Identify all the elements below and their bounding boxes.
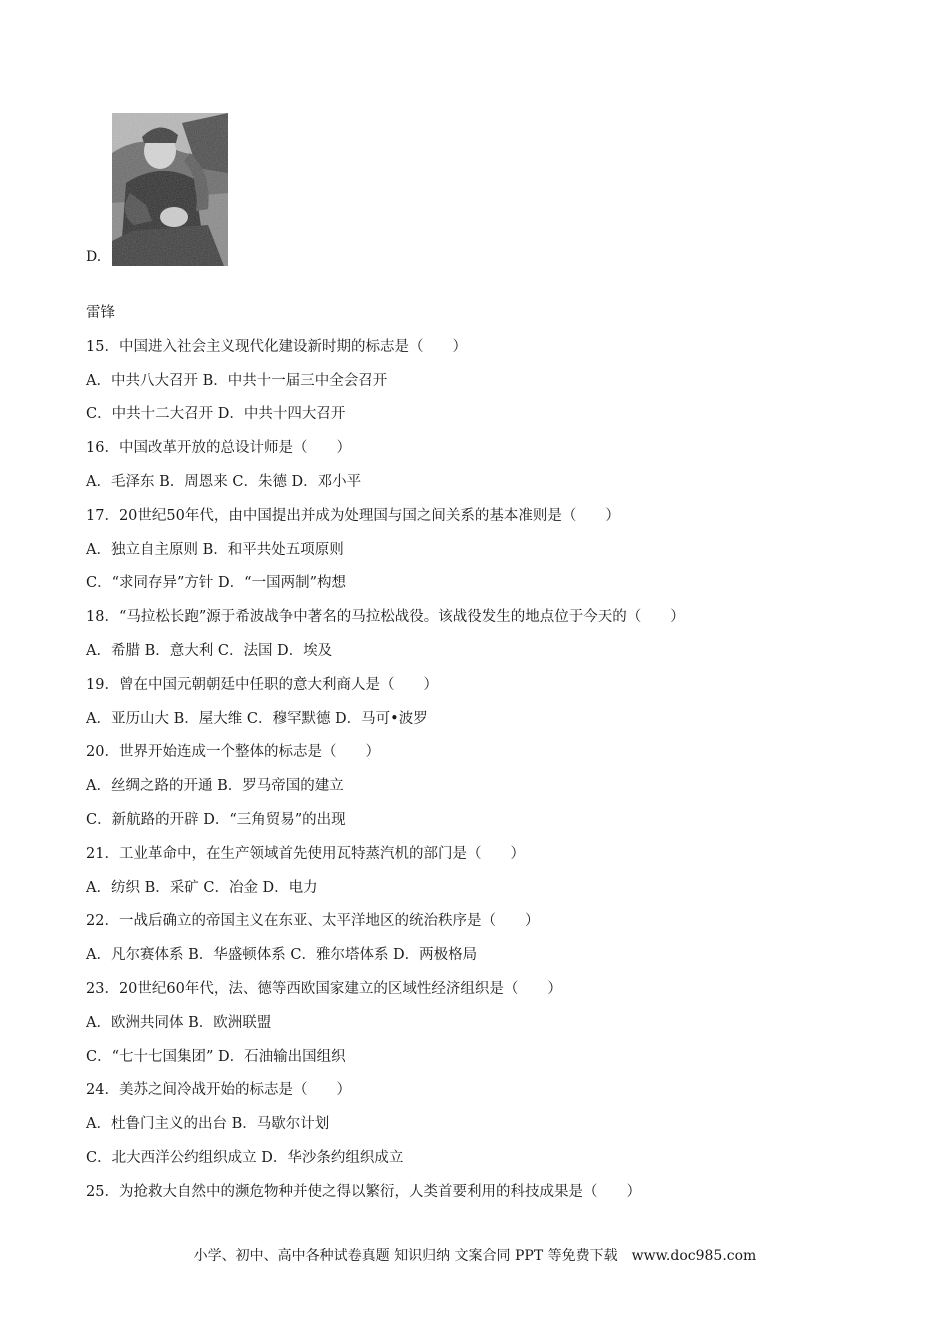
text-line: A．凡尔赛体系 B．华盛顿体系 C．雅尔塔体系 D．两极格局 (86, 947, 478, 964)
text-line: A．欧洲共同体 B．欧洲联盟 (86, 1014, 272, 1031)
text-line: A．亚历山大 B．屋大维 C．穆罕默德 D．马可•波罗 (86, 710, 428, 727)
text-line: 18．“马拉松长跑”源于希波战争中著名的马拉松战役。该战役发生的地点位于今天的（ ） (86, 609, 685, 626)
text-line: A．杜鲁门主义的出台 B．马歇尔计划 (86, 1116, 330, 1133)
text-line: C．“七十七国集团” D．石油输出国组织 (86, 1048, 346, 1065)
text-line: 16．中国改革开放的总设计师是（ ） (86, 440, 351, 457)
text-line: 19．曾在中国元朝朝廷中任职的意大利商人是（ ） (86, 676, 438, 693)
option-d-photo-block (86, 113, 228, 266)
text-line: C．新航路的开辟 D．“三角贸易”的出现 (86, 811, 346, 828)
text-line: C．“求同存异”方针 D．“一国两制”构想 (86, 575, 346, 592)
question-list (86, 302, 886, 1215)
text-line: A．中共八大召开 B．中共十一届三中全会召开 (86, 372, 388, 389)
text-line: 21．工业革命中，在生产领域首先使用瓦特蒸汽机的部门是（ ） (86, 845, 525, 862)
page-footer: 小学、初中、高中各种试卷真题 知识归纳 文案合同 PPT 等免费下载 www.doc985.com (193, 1248, 757, 1264)
text-line: 17．20世纪50年代，由中国提出并成为处理国与国之间关系的基本准则是（ ） (86, 507, 620, 524)
text-line: 雷锋 (86, 305, 115, 321)
text-line: 22．一战后确立的帝国主义在东亚、太平洋地区的统治秩序是（ ） (86, 913, 540, 930)
text-line: A．独立自主原则 B．和平共处五项原则 (86, 541, 344, 558)
soldier-photo (112, 113, 228, 266)
option-d-label: D. (86, 249, 102, 265)
text-line: C．中共十二大召开 D．中共十四大召开 (86, 406, 346, 423)
text-line: A．纺织 B．采矿 C．冶金 D．电力 (86, 879, 318, 896)
text-line: 15．中国进入社会主义现代化建设新时期的标志是（ ） (86, 338, 467, 355)
text-line: 25．为抢救大自然中的濒危物种并使之得以繁衍，人类首要利用的科技成果是（ ） (86, 1183, 641, 1200)
text-line: 23．20世纪60年代，法、德等西欧国家建立的区域性经济组织是（ ） (86, 980, 562, 997)
text-line: 24．美苏之间冷战开始的标志是（ ） (86, 1082, 351, 1099)
text-line: A．希腊 B．意大利 C．法国 D．埃及 (86, 642, 333, 659)
text-line: A．丝绸之路的开通 B．罗马帝国的建立 (86, 778, 344, 795)
text-line: C．北大西洋公约组织成立 D．华沙条约组织成立 (86, 1149, 404, 1166)
text-line: 20．世界开始连成一个整体的标志是（ ） (86, 744, 380, 761)
text-line: A．毛泽东 B．周恩来 C．朱德 D．邓小平 (86, 473, 362, 490)
